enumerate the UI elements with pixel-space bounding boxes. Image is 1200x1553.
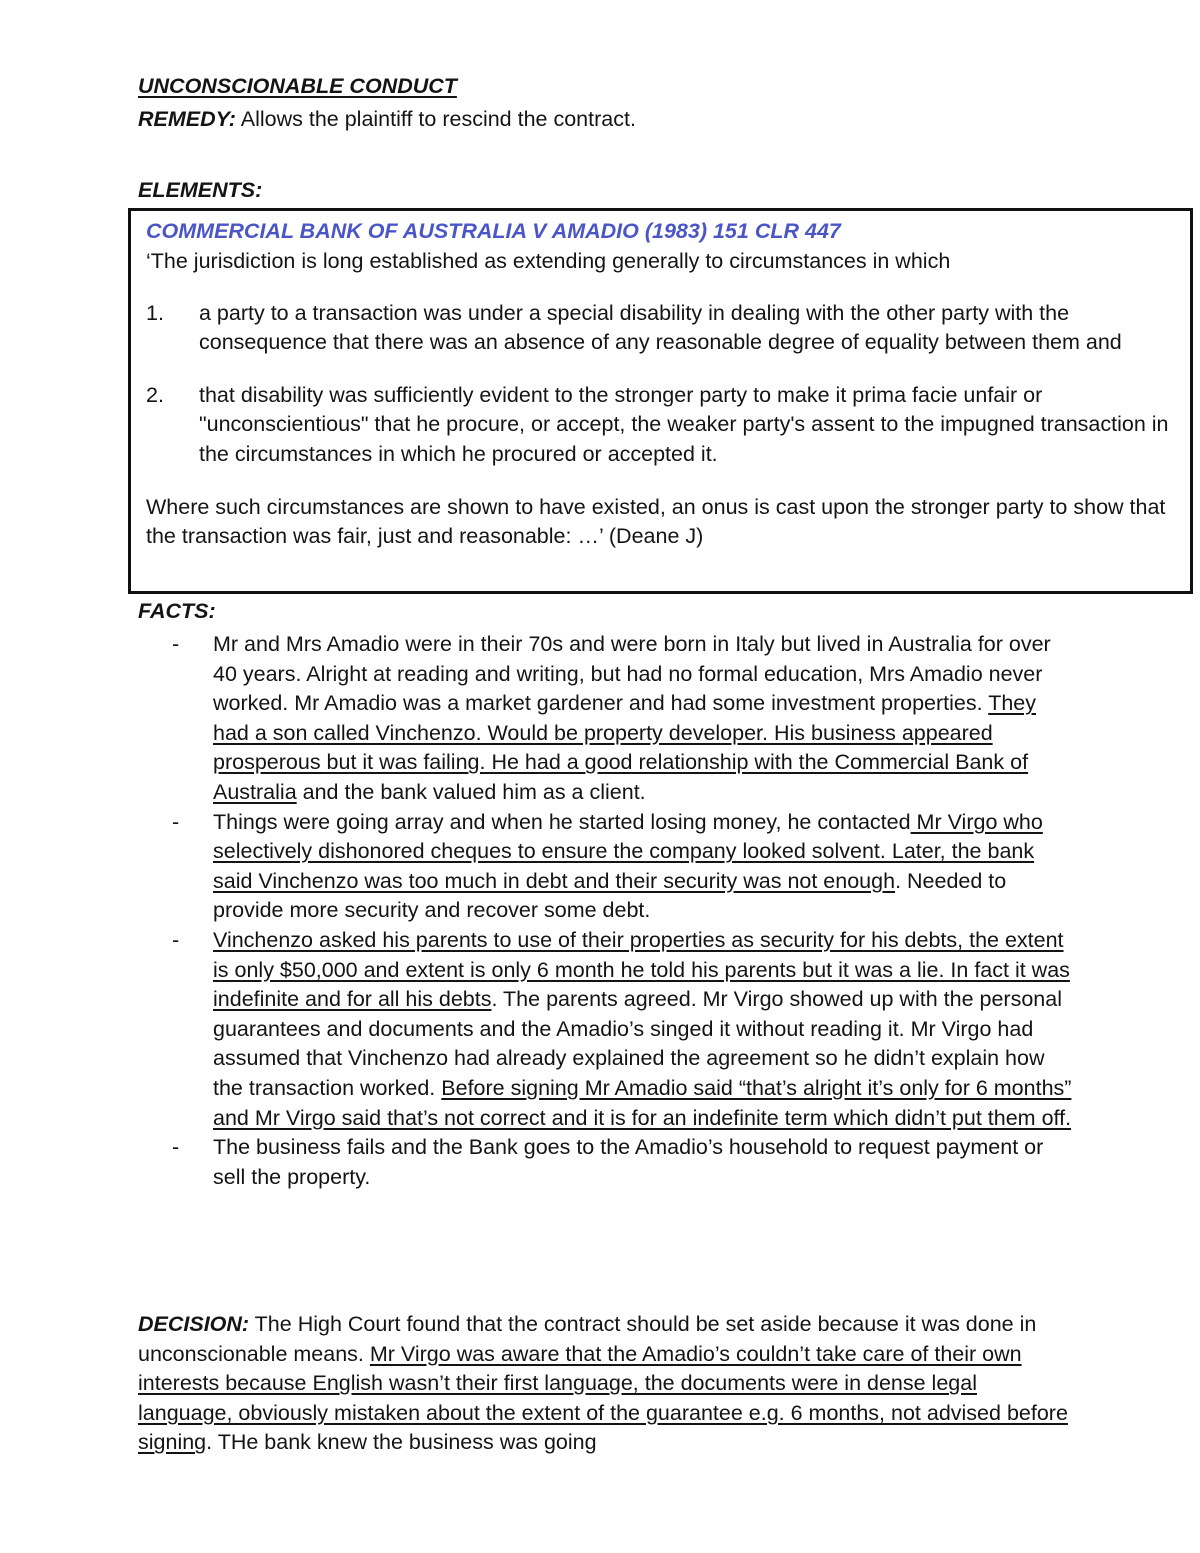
element-item-2: [146, 381, 1176, 470]
elements-heading: ELEMENTS:: [138, 178, 263, 202]
dash-bullet: -: [172, 809, 180, 834]
list-item: [172, 926, 1072, 1133]
fact-text: . Needed to provide more security and recover some debt.: [213, 868, 1007, 923]
fact-text-underlined: Vinchenzo asked his parents to use of their properties as security for his debts, the extent is only $50,000 and extent is only 6 month he told his parents but it was a lie. In fact it was indefinite and for all his debts: [213, 927, 1070, 1012]
decision-text: The High Court found that the contract should be set aside because it was done in unconscionable means.: [138, 1312, 1037, 1366]
case-quote-box: [128, 208, 1193, 594]
fact-text: Things were going array and when he started losing money, he contacted: [213, 809, 911, 834]
fact-text-underlined: Mr Virgo who selectively dishonored cheques to ensure the company looked solvent. Later, the bank said Vinchenzo was too much in debt and their security was not enough: [213, 809, 1043, 893]
list-item: [172, 808, 1072, 926]
element-text: a party to a transaction was under a special disability in dealing with the other party with the consequence that there was an absence of any reasonable degree of equality between them and: [199, 300, 1122, 355]
fact-text-underlined: Before signing Mr Amadio said “that’s alright it’s only for 6 months” and Mr Virgo said that’s not correct and it is for an indefinite term which didn’t put them off.: [213, 1075, 1072, 1130]
decision-label: DECISION:: [138, 1312, 250, 1336]
dash-bullet: -: [172, 927, 180, 952]
quote-closing: Where such circumstances are shown to have existed, an onus is cast upon the stronger party to show that the transaction was fair, just and reasonable: …’ (Deane J): [146, 494, 1166, 549]
quote-intro: ‘The jurisdiction is long established as extending generally to circumstances in which: [146, 249, 951, 273]
list-item: [172, 630, 1072, 808]
remedy-label: REMEDY:: [138, 107, 236, 131]
element-number: 1.: [146, 300, 164, 325]
decision-paragraph: [138, 1310, 1068, 1458]
facts-list: [172, 630, 1072, 1192]
list-item: [172, 1133, 1072, 1192]
dash-bullet: -: [172, 1135, 180, 1160]
element-text: that disability was sufficiently evident to the stronger party to make it prima facie unfair or "unconscientious" that he procure, or accept, the weaker party's assent to the impugned transaction in the circumstances in which he procured or accepted it.: [199, 382, 1169, 466]
fact-text: and the bank valued him as a client.: [296, 779, 646, 804]
fact-text-underlined: They had a son called Vinchenzo. Would be property developer. His business appeared prosperous but it was failing. He had a good relationship with the Commercial Bank of Australia: [213, 691, 1036, 804]
fact-text: . The parents agreed. Mr Virgo showed up with the personal guarantees and documents and the Amadio’s singed it without reading it. Mr Virgo had assumed that Vinchenzo had already explained the agreement so he didn’t explain how the transaction worked.: [213, 987, 1062, 1100]
remedy-text: Allows the plaintiff to rescind the contract.: [235, 107, 636, 131]
element-item-1: [146, 299, 1176, 358]
element-number: 2.: [146, 382, 164, 407]
decision-text: . THe bank knew the business was going: [206, 1430, 597, 1455]
remedy-line: [138, 105, 636, 135]
fact-text: The business fails and the Bank goes to the Amadio’s household to request payment or sell the property.: [213, 1135, 1044, 1189]
dash-bullet: -: [172, 632, 180, 656]
decision-text-underlined: Mr Virgo was aware that the Amadio’s couldn’t take care of their own interests because English wasn’t their first language, the documents were in dense legal language, obviously mistaken about the extent of the guarantee e.g. 6 months, not advised before signing: [138, 1341, 1068, 1455]
document-title: UNCONSCIONABLE CONDUCT: [138, 74, 457, 98]
case-citation: COMMERCIAL BANK OF AUSTRALIA V AMADIO (1983) 151 CLR 447: [146, 219, 841, 243]
facts-heading: FACTS:: [138, 599, 216, 623]
fact-text: Mr and Mrs Amadio were in their 70s and were born in Italy but lived in Australia for over 40 years. Alright at reading and writing, but had no formal education, Mrs Amadio never worked. Mr Amadio was a market gardener and had some investment properties.: [213, 632, 1051, 716]
